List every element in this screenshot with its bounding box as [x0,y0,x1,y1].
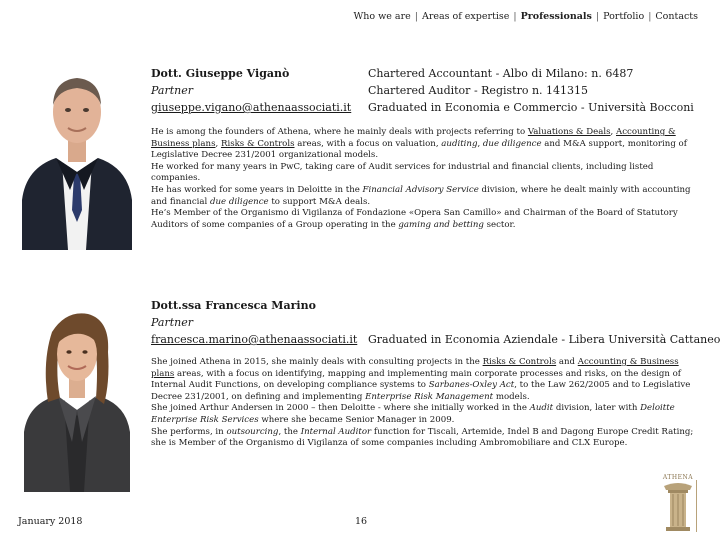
bio-text: models. [493,391,530,402]
bio-italic: due diligence [482,138,542,149]
link-accounting-business-plans[interactable]: Accounting & Business plans [151,127,676,149]
person2-bio-paragraph [151,357,696,403]
bio-text: division, where he dealt mainly with accounting and financial [151,184,691,207]
person1-bio-paragraph: He worked for many years in PwC, taking care of Audit services for industrial and financial clients, including listed companies. [151,161,654,184]
person2-email-link[interactable]: francesca.marino@athenaassociati.it [151,333,358,346]
person2-role: Partner [151,316,193,329]
person1-bio [151,127,696,231]
bio-italic: outsourcing [226,426,279,437]
bio-text: She joined Arthur Andersen in 2000 – then Deloitte - where she initially worked in the [151,403,530,414]
bio-text: He has worked for some years in Deloitte in the [151,184,363,195]
person1-bio-paragraph [151,208,696,231]
bio-italic: auditing [441,138,478,149]
bio-text: areas, with a focus on identifying, mapping and implementing main corporate processes and risks, on the design of Internal Audit Functions, on developing compliance systems to [151,368,681,391]
nav-separator: | [648,11,652,22]
person1-name: Dott. Giuseppe Viganò [151,67,290,80]
bio-italic: Enterprise Risk Management [365,391,494,402]
bio-text: , [215,138,221,149]
person2-bio [151,357,696,450]
bio-text: She joined Athena in 2015, she mainly deals with consulting projects in the [151,357,483,367]
gold-divider [696,480,697,532]
nav-portfolio[interactable]: Portfolio [603,11,645,22]
person2-bio-paragraph [151,403,696,426]
athena-logo [660,470,696,538]
person1-role: Partner [151,84,193,97]
person1-email-link[interactable]: giuseppe.vigano@athenaassociati.it [151,101,352,114]
nav-areas-of-expertise[interactable]: Areas of expertise [421,11,510,22]
link-risks-controls[interactable]: Risks & Controls [220,138,295,149]
bio-text: , [610,127,616,137]
nav-separator: | [513,11,517,22]
bio-text: He is among the founders of Athena, where he mainly deals with projects referring to [151,127,528,137]
bio-italic: Internal Auditor [300,426,372,437]
bio-italic: Deloitte Enterprise Risk Services [151,403,675,425]
link-valuations-deals[interactable]: Valuations & Deals [527,127,611,137]
person2-credential: Graduated in Economia Aziendale - Libera Università Cattaneo [368,333,720,346]
person1-bio-paragraph [151,185,696,208]
svg-text:ATHENA: ATHENA [662,474,694,481]
bio-italic: Financial Advisory Service [362,184,479,195]
page-number: 16 [355,516,368,527]
bio-text: function for Tiscali, Artemide, Indel B and Dagong Europe Credit Rating; she is Member of the Organismo di Vigilanza of some companies including Ambromobiliare and CLX Europe. [151,426,694,449]
footer-date: January 2018 [18,516,83,527]
person1-credential: Chartered Accountant - Albo di Milano: n. 6487 [368,67,634,80]
bio-text: and [556,357,578,367]
bio-text: She performs, in [151,426,227,437]
photo-francesca-marino [18,292,136,492]
link-risks-controls[interactable]: Risks & Controls [482,357,557,367]
link-accounting-business-plans[interactable]: Accounting & Business plans [151,357,679,379]
bio-text: areas, with a focus on valuation, [294,138,442,149]
nav-contacts[interactable]: Contacts [655,11,698,22]
bio-text: He’s Member of the Organismo di Vigilanza of Fondazione «Opera San Camillo» and Chairman of the Board of Statutory Auditors of some companies of a Group operating in the [151,208,678,230]
photo-giuseppe-vigano [18,50,136,250]
person1-credential: Graduated in Economia e Commercio - Università Bocconi [368,101,694,114]
nav-separator: | [595,11,600,22]
bio-italic: gaming and betting [398,219,484,230]
person2-name: Dott.ssa Francesca Marino [151,299,316,312]
nav-who-we-are[interactable]: Who we are [353,11,411,22]
bio-text: , [477,138,483,149]
nav-professionals[interactable]: Professionals [520,11,592,22]
bio-italic: Audit [529,403,554,414]
person1-bio-paragraph [151,127,696,162]
bio-text: where she became Senior Manager in 2009. [258,414,455,425]
top-nav [350,11,702,22]
bio-text: sector. [483,219,516,230]
person1-credential: Chartered Auditor - Registro n. 141315 [368,84,589,97]
bio-text: division, later with [553,403,641,414]
bio-italic: Sarbanes-Oxley Act [428,380,515,391]
nav-separator: | [414,11,418,22]
bio-text: and M&A support, monitoring of Legislative Decree 231/2001 organizational models. [151,138,687,161]
bio-text: , the [278,426,301,437]
bio-italic: due diligence [209,196,269,207]
person2-bio-paragraph [151,427,696,450]
bio-text: to support M&A deals. [268,196,371,207]
bio-text: , to the Law 262/2005 and to Legislative Decree 231/2001, on defining and implementing [151,380,691,402]
